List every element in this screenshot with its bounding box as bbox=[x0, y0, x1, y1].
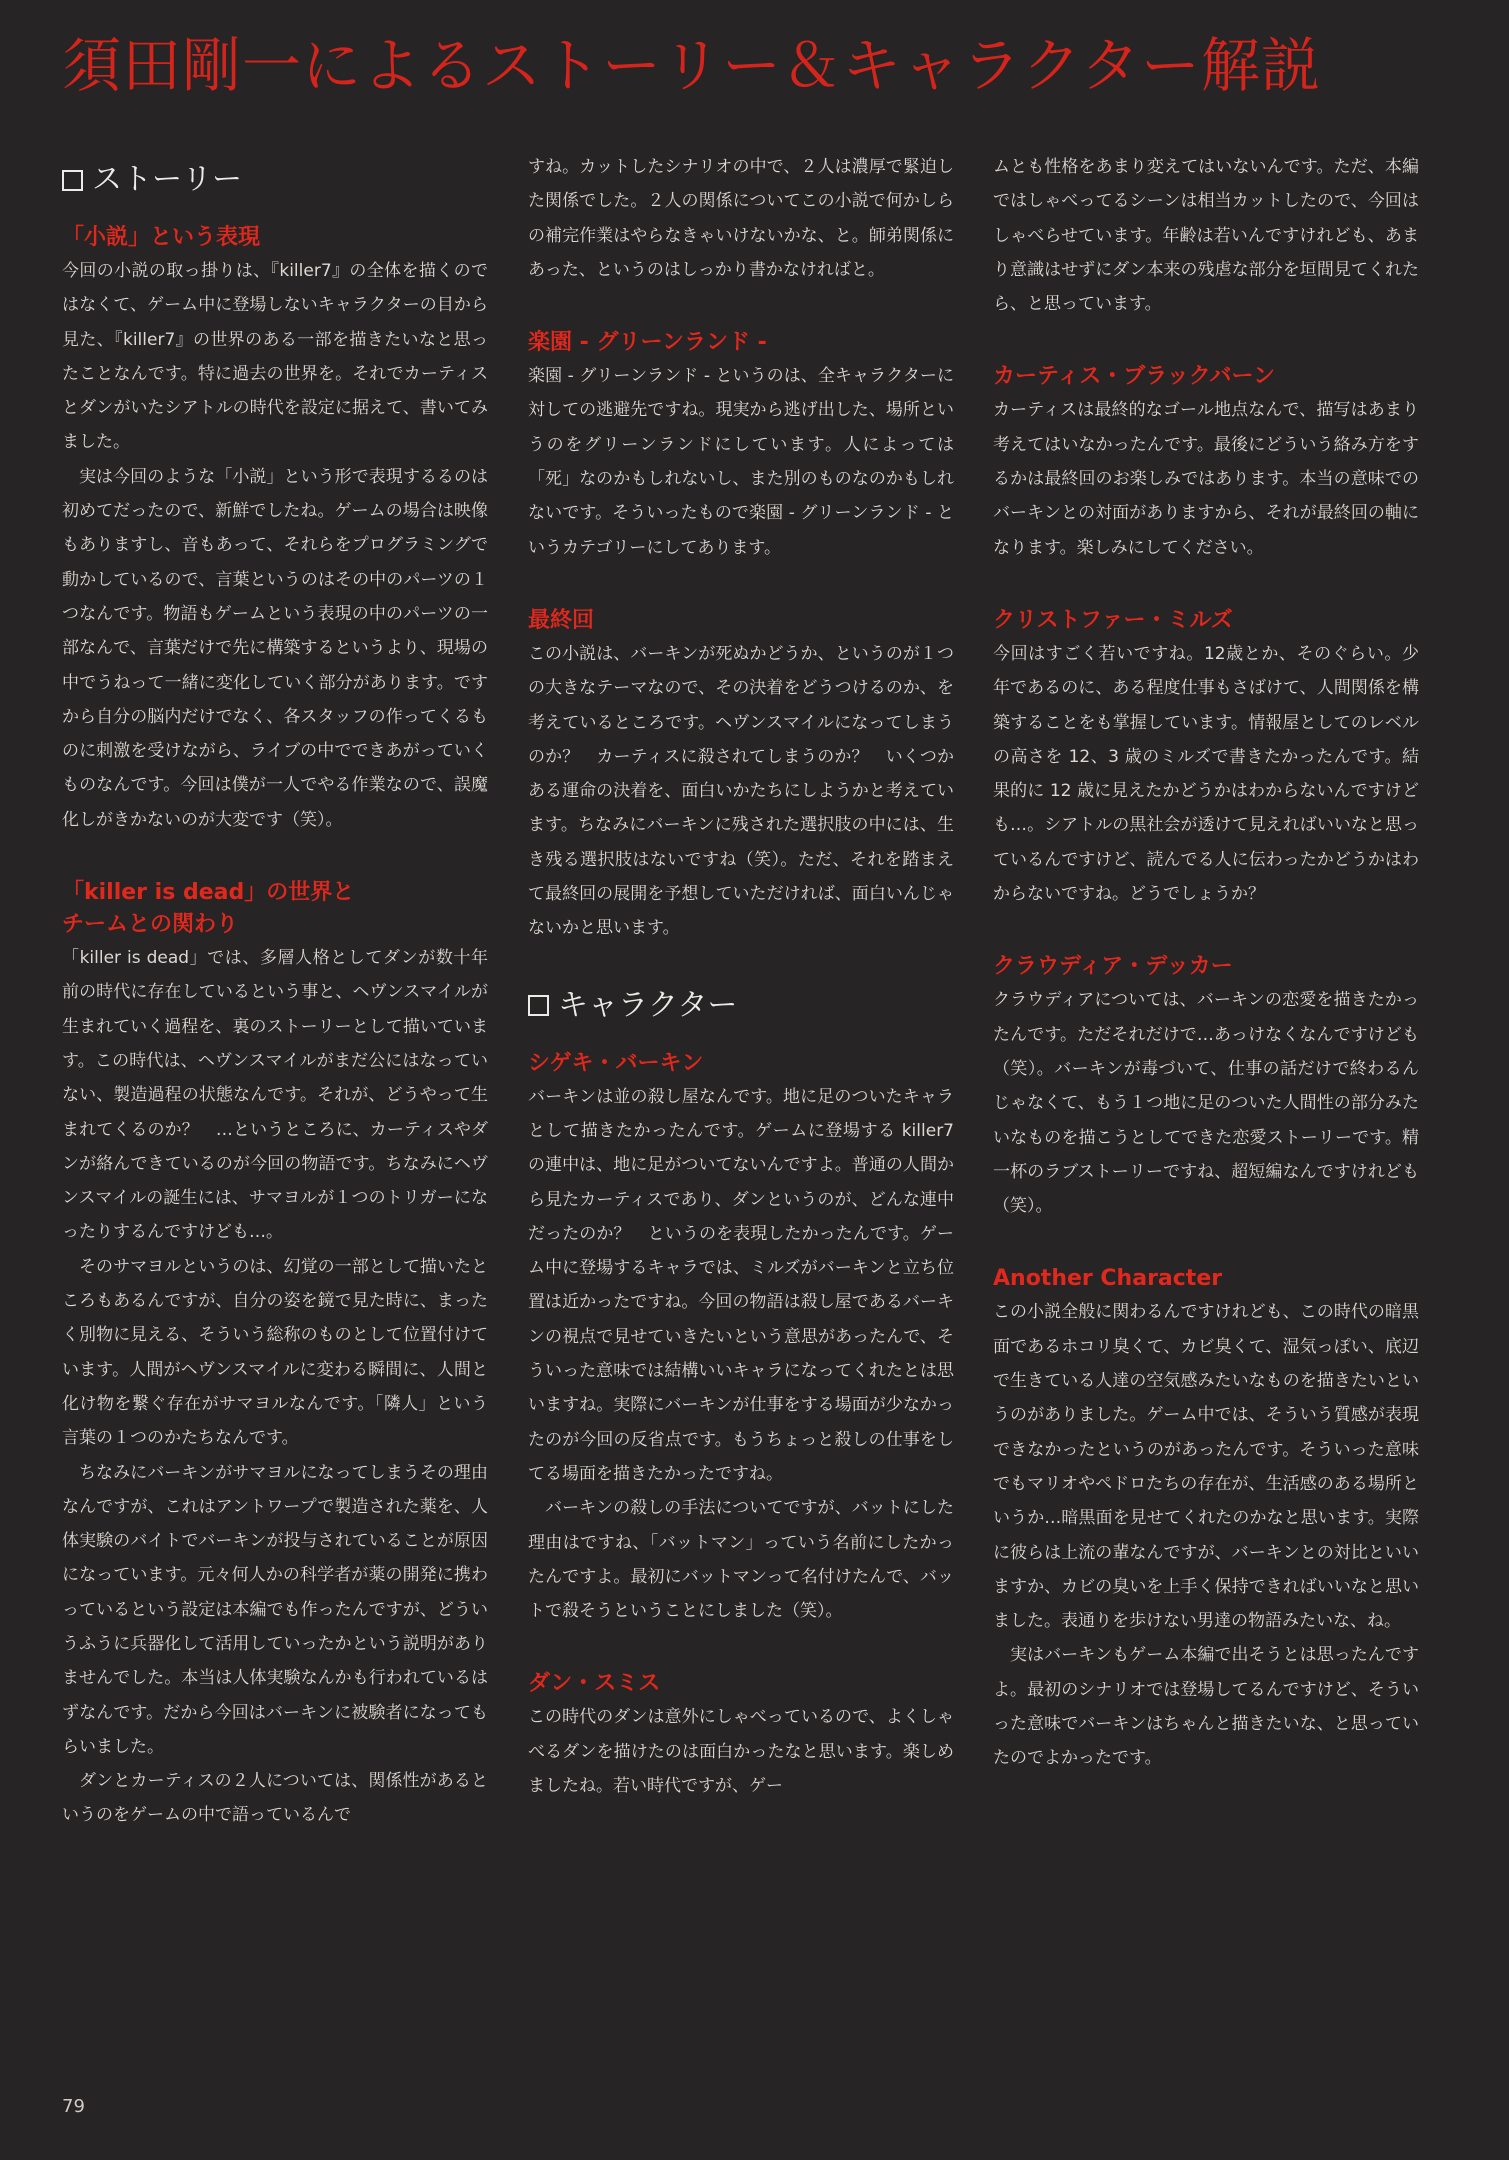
topic-heading: ダン・スミス bbox=[528, 1671, 661, 1697]
paragraph: この小説は、バーキンが死ぬかどうか、というのが１つの大きなテーマなので、その決着をどうつけるのか、を考えているところです。ヘヴンスマイルになってしまうのか？ カーティスに殺されてしまうのか？ いくつかある運命の決着を、面白いかたちにしようかと考えています。ちなみにバーキンに残された選択肢の中には、生き残る選択肢はないですね（笑）。ただ、それを踏まえて最終回の展開を予想していただければ、面白いんじゃないかと思います。 bbox=[528, 643, 954, 939]
paragraph: 実は今回のような「小説」という形で表現するるのは初めてだったので、新鮮でしたね。ゲームの場合は映像もありますし、音もあって、それらをプログラミングで動かしているので、言葉というのはその中のパーツの１つなんです。物語もゲームという表現の中のパーツの一部なんで、言葉だけで先に構築するというより、現場の中でうねって一緒に変化していく部分があります。ですから自分の脳内だけでなく、各スタッフの作ってくるものに刺激を受けながら、ライブの中でできあがっていくものなんです。今回は僕が一人でやる作業なので、誤魔化しがきかないのが大変です（笑）。 bbox=[62, 466, 488, 830]
topic-heading: 楽園 - グリーンランド - bbox=[528, 330, 767, 356]
spacer bbox=[993, 911, 1419, 951]
paragraph: 実はバーキンもゲーム本編で出そうとは思ったんですよ。最初のシナリオでは登場してるんですけど、そういった意味でバーキンはちゃんと描きたいな、と思っていたのでよかったです。 bbox=[993, 1645, 1419, 1769]
topic-heading: カーティス・ブラックバーン bbox=[993, 364, 1276, 390]
topic-heading: 最終回 bbox=[528, 607, 595, 633]
paragraph: ダンとカーティスの２人については、関係性があるというのをゲームの中で語っているんで bbox=[62, 1771, 488, 1826]
topic-heading: 「小説」という表現 bbox=[62, 225, 261, 250]
page-number: 79 bbox=[62, 2096, 85, 2117]
paragraph: バーキンは並の殺し屋なんです。地に足のついたキャラとして描きたかったんです。ゲームに登場する killer7 の連中は、地に足がついてないんですよ。普通の人間から見たカーティスであり、ダンというのが、どんな連中だったのか？ というのを表現したかったんです。ゲーム中に登場するキャラでは、ミルズがバーキンと立ち位置は近かったですね。今回の物語は殺し屋であるバーキンの視点で見せていきたいという意思があったんで、そういった意味では結構いいキャラになってくれたとは思いますね。実際にバーキンが仕事をする場面が少なかったのが今回の反省点です。もうちょっと殺しの仕事をしてる場面を描きたかったですね。 bbox=[528, 1086, 954, 1484]
checkbox-square-icon bbox=[62, 170, 83, 191]
section-heading-character bbox=[528, 986, 954, 1026]
paragraph: クラウディアについては、バーキンの恋愛を描きたかったんです。ただそれだけで…あっけなくなんですけども（笑）。バーキンが毒づいて、仕事の話だけで終わるんじゃなくて、もう１つ地に足のついた人間性の部分みたいなものを描こうとしてできた恋愛ストーリーです。精一杯のラブストーリーですね、超短編なんですけれども（笑）。 bbox=[993, 990, 1419, 1217]
topic-heading: 「killer is dead」の世界と bbox=[62, 880, 355, 906]
column-1 bbox=[62, 150, 488, 1833]
paragraph: この小説全般に関わるんですけれども、この時代の暗黒面であるホコリ臭くて、カビ臭くて、湿気っぽい、底辺で生きている人達の空気感みたいなものを描きたいというのがありました。ゲーム中では、そういう質感が表現できなかったというのがあったんです。そういった意味でもマリオやペドロたちの存在が、生活感のある場所というか…暗黒面を見せてくれたのかなと思います。実際に彼らは上流の輩なんですが、バーキンとの対比といいますか、カビの臭いを上手く保持できればいいなと思いました。表通りを歩けない男達の物語みたいな、ね。 bbox=[993, 1302, 1419, 1632]
column-3 bbox=[993, 150, 1419, 1776]
topic-heading: シゲキ・バーキン bbox=[528, 1050, 704, 1076]
spacer bbox=[528, 946, 954, 976]
spacer bbox=[993, 1223, 1419, 1263]
paragraph: 「killer is dead」では、多層人格としてダンが数十年前の時代に存在しているという事と、ヘヴンスマイルが生まれていく過程を、裏のストーリーとして描いています。この時代は、ヘヴンスマイルがまだ公にはなっていない、製造過程の状態なんです。それが、どうやって生まれてくるのか？ …というところに、カーティスやダンが絡んできているのが今回の物語です。ちなみにヘヴンスマイルの誕生には、サマヨルが１つのトリガーになったりするんですけども…。 bbox=[62, 948, 488, 1243]
paragraph: ムとも性格をあまり変えてはいないんです。ただ、本編ではしゃべってるシーンは相当カットしたので、今回はしゃべらせています。年齢は若いんですけれども、あまり意識はせずにダン本来の残虐な部分を垣間見てくれたら、と思っています。 bbox=[993, 157, 1419, 315]
paragraph: すね。カットしたシナリオの中で、２人は濃厚で緊迫した関係でした。２人の関係についてこの小説で何かしらの補完作業はやらなきゃいけないかな、と。師弟関係にあった、というのはしっかり書かなければと。 bbox=[528, 157, 954, 280]
spacer bbox=[993, 565, 1419, 605]
paragraph: そのサマヨルというのは、幻覚の一部として描いたところもあるんですが、自分の姿を鏡で見た時に、まったく別物に見える、そういう総称のものとして位置付けています。人間がヘヴンスマイルに変わる瞬間に、人間と化け物を繋ぐ存在がサマヨルなんです。「隣人」という言葉の１つのかたちなんです。 bbox=[62, 1256, 488, 1449]
paragraph: ちなみにバーキンがサマヨルになってしまうその理由なんですが、これはアントワープで製造された薬を、人体実験のバイトでバーキンが投与されていることが原因になっています。元々何人かの科学者が薬の開発に携わっているという設定は本編でも作ったんですが、どういうふうに兵器化して活用していったかという説明がありませんでした。本当は人体実験なんかも行われているはずなんです。だから今回はバーキンに被験者になってもらいました。 bbox=[62, 1462, 488, 1757]
column-2 bbox=[528, 150, 954, 1803]
spacer bbox=[528, 287, 954, 327]
paragraph: この時代のダンは意外にしゃべっているので、よくしゃべるダンを描けたのは面白かったなと思います。楽しめましたね。若い時代ですが、ゲー bbox=[528, 1707, 954, 1796]
topic-heading: チームとの関わり bbox=[62, 912, 239, 938]
spacer bbox=[528, 565, 954, 605]
spacer bbox=[62, 837, 488, 877]
page-title: 須田剛一によるストーリー＆キャラクター解説 bbox=[62, 31, 1321, 100]
topic-heading: クラウディア・デッカー bbox=[993, 954, 1233, 980]
spacer bbox=[993, 321, 1419, 361]
paragraph: バーキンの殺しの手法についてですが、バットにした理由はですね、「バットマン」っていう名前にしたかったんですよ。最初にバットマンって名付けたんで、バットで殺そうということにしました（笑）。 bbox=[528, 1498, 954, 1622]
section-heading-text: ストーリー bbox=[92, 162, 242, 197]
section-heading-text: キャラクター bbox=[558, 987, 738, 1023]
paragraph: 今回はすごく若いですね。12歳とか、そのぐらい。少年であるのに、ある程度仕事もさばけて、人間関係を構築することをも掌握しています。情報屋としてのレベルの高さを 12、3 歳のミルズで書きたかったんです。結果的に 12 歳に見えたかどうかはわからないんですけども…。シアトルの黒社会が透けて見えればいいなと思っているんですけど、読んでる人に伝わったかどうかはわからないですね。どうでしょうか？ bbox=[993, 643, 1419, 905]
paragraph: 楽園 - グリーンランド - というのは、全キャラクターに対しての逃避先ですね。現実から逃げ出した、場所というのをグリーンランドにしています。人によっては「死」なのかもしれないし、また別のものなのかもしれないです。そういったもので楽園 - グリーンランド - というカテゴリーにしてあります。 bbox=[528, 366, 954, 558]
paragraph: 今回の小説の取っ掛りは、『killer7』の全体を描くのではなくて、ゲーム中に登場しないキャラクターの目から見た、『killer7』の世界のある一部を描きたいなと思ったことなんです。特に過去の世界を。それでカーティスとダンがいたシアトルの時代を設定に据えて、書いてみました。 bbox=[62, 261, 488, 453]
spacer bbox=[528, 1628, 954, 1668]
section-heading-story bbox=[62, 160, 488, 200]
topic-heading: Another Character bbox=[993, 1266, 1223, 1292]
topic-heading: クリストファー・ミルズ bbox=[993, 607, 1233, 633]
paragraph: カーティスは最終的なゴール地点なんで、描写はあまり考えてはいなかったんです。最後にどういう絡み方をするかは最終回のお楽しみではあります。本当の意味でのバーキンとの対面がありますから、それが最終回の軸になります。楽しみにしてください。 bbox=[993, 400, 1419, 558]
checkbox-square-icon bbox=[528, 995, 549, 1016]
